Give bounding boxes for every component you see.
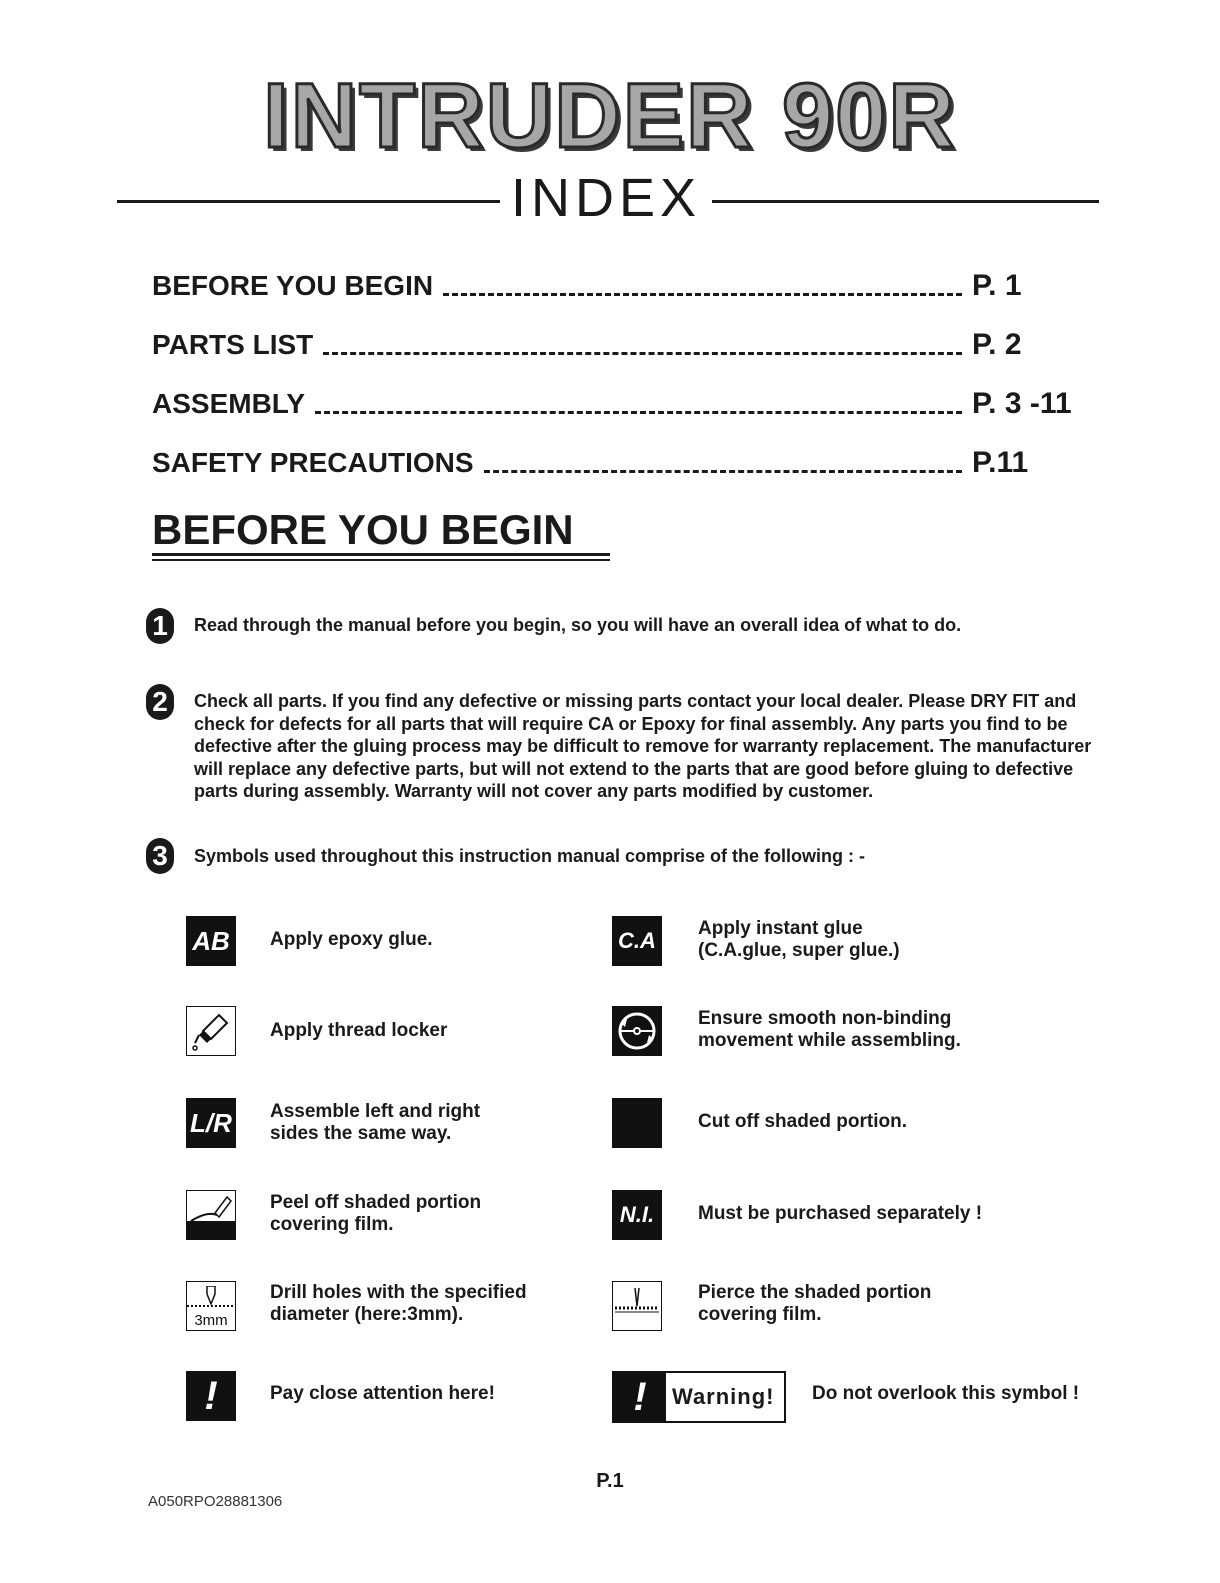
step-number-badge: 2 [146, 684, 174, 720]
step-text: Check all parts. If you find any defective or missing parts contact your local dealer. Please DRY FIT and check for defects for all parts that will require CA or Epoxy for final assembly. Any parts you find to be defective after the gluing process may be difficult to remove for warranty replacement. The manufacturer will replace any defective parts, but will not extend to the parts that are good before gluing to defective parts during assembly. Warranty will not cover any parts modified by customer. [194, 691, 1092, 801]
rotation-icon [615, 1009, 659, 1053]
symbol-description [698, 1111, 907, 1133]
ca-glue-icon: C.A [612, 916, 662, 966]
symbol-description-line: Apply epoxy glue. [270, 929, 433, 950]
toc-label: SAFETY PRECAUTIONS [152, 447, 474, 478]
toc-row-safety-precautions[interactable] [152, 439, 1082, 479]
symbol-description-line: Cut off shaded portion. [698, 1111, 907, 1132]
symbol-description [270, 1282, 527, 1326]
toc-page: P. 2 [972, 328, 1022, 361]
symbol-description [270, 1101, 480, 1145]
step-text: Symbols used throughout this instruction manual comprise of the following : - [194, 846, 866, 866]
index-rule-left [117, 200, 500, 203]
symbol-description [270, 929, 433, 951]
step-number-badge: 3 [146, 838, 174, 874]
toc-leader [484, 470, 962, 473]
section-underline [152, 553, 610, 556]
pierce-icon [613, 1282, 661, 1330]
index-heading: INDEX [510, 168, 702, 228]
document-code: A050RPO28881306 [148, 1493, 283, 1510]
rotation-icon [612, 1006, 662, 1056]
exclamation-icon: ! [186, 1371, 236, 1421]
toc-leader [315, 411, 962, 414]
peel-film-icon [187, 1191, 235, 1239]
symbol-description [698, 1008, 961, 1052]
symbol-description-line: Must be purchased separately ! [698, 1203, 983, 1224]
toc-row-before-you-begin[interactable] [152, 262, 1082, 302]
symbol-description-line: Apply instant glue [698, 918, 863, 939]
symbol-description [270, 1383, 495, 1405]
symbol-description-line: sides the same way. [270, 1123, 452, 1144]
symbol-description-line: Pay close attention here! [270, 1383, 495, 1404]
toc-page: P.11 [972, 446, 1029, 479]
symbol-description-line: Ensure smooth non-binding [698, 1008, 952, 1029]
cut-off-icon [612, 1098, 662, 1148]
thread-locker-icon [186, 1006, 236, 1056]
toc-page: P. 3 -11 [972, 387, 1072, 420]
step-text: Read through the manual before you begin, so you will have an overall idea of what to do. [194, 615, 962, 635]
symbol-description [812, 1383, 1079, 1405]
warning-icon [612, 1371, 786, 1423]
symbol-description-line: covering film. [270, 1214, 394, 1235]
drill-bit-icon [187, 1286, 235, 1312]
section-underline [152, 559, 610, 561]
toc-label: BEFORE YOU BEGIN [152, 270, 434, 301]
symbol-description-line: movement while assembling. [698, 1030, 961, 1051]
toc-label: ASSEMBLY [152, 388, 306, 419]
symbol-description-line: Assemble left and right [270, 1101, 481, 1122]
not-included-icon: N.I. [612, 1190, 662, 1240]
symbol-description [270, 1020, 447, 1042]
toc-leader [323, 352, 962, 355]
symbol-description [270, 1192, 481, 1236]
symbol-description-line: Apply thread locker [270, 1020, 448, 1041]
step-number-badge: 1 [146, 608, 174, 644]
toc-row-assembly[interactable] [152, 380, 1082, 420]
symbol-description-line: diameter (here:3mm). [270, 1304, 464, 1325]
warning-badge-label: Warning! [672, 1384, 775, 1409]
drill-icon [186, 1281, 236, 1331]
toc-page: P. 1 [972, 269, 1022, 302]
section-heading: BEFORE YOU BEGIN [152, 506, 574, 553]
symbol-description [698, 1282, 931, 1326]
drill-size-label: 3mm [194, 1312, 228, 1329]
toc-row-parts-list[interactable] [152, 321, 1082, 361]
left-right-icon: L/R [186, 1098, 236, 1148]
symbol-description-line: Do not overlook this symbol ! [812, 1383, 1080, 1404]
exclamation-icon: ! [614, 1373, 666, 1421]
pierce-icon [612, 1281, 662, 1331]
index-rule-right [712, 200, 1099, 203]
epoxy-icon: AB [186, 916, 236, 966]
page-number: P.1 [596, 1470, 624, 1492]
toc-leader [443, 293, 962, 296]
thread-locker-icon [189, 1009, 233, 1053]
symbol-description-line: Peel off shaded portion [270, 1192, 482, 1213]
symbol-description-line: (C.A.glue, super glue.) [698, 940, 900, 961]
symbol-description [698, 1203, 982, 1225]
symbol-description [698, 918, 900, 962]
symbol-description-line: Drill holes with the specified [270, 1282, 527, 1303]
toc-label: PARTS LIST [152, 329, 314, 360]
symbol-description-line: Pierce the shaded portion [698, 1282, 932, 1303]
peel-film-icon [186, 1190, 236, 1240]
symbol-description-line: covering film. [698, 1304, 822, 1325]
manual-title: INTRUDER 90R [263, 65, 957, 167]
